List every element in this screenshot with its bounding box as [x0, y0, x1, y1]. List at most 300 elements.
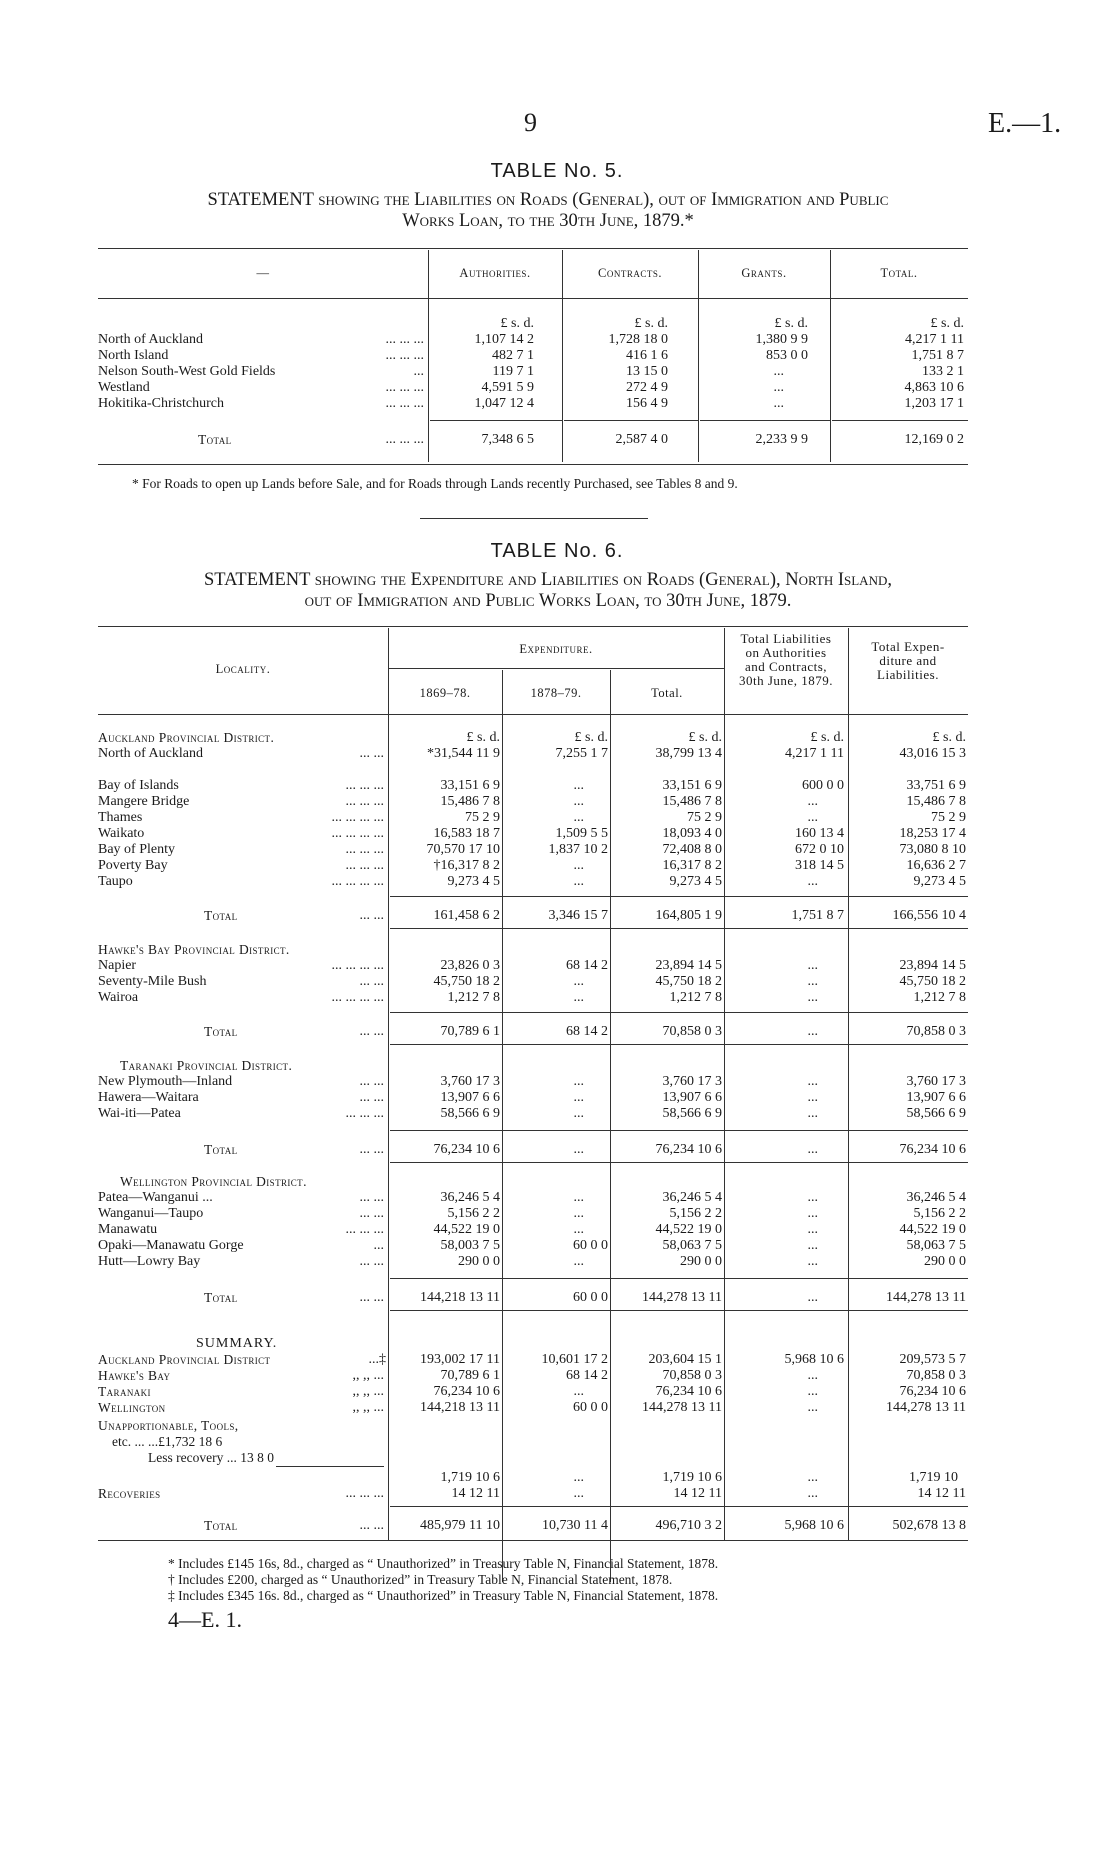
- row-leaders: ... ... ...: [345, 1106, 384, 1121]
- page-number: 9: [524, 108, 537, 137]
- summary-title: SUMMARY.: [196, 1336, 278, 1351]
- cell-liabilities: 600 0 0: [802, 778, 844, 793]
- row-label: Hawera—Waitara: [98, 1090, 199, 1105]
- cell-1878-79: 10,601 17 2: [541, 1352, 608, 1367]
- table5-footnote: * For Roads to open up Lands before Sale, and for Roads through Lands recently Purchased, see Tables 8 and 9.: [132, 476, 738, 491]
- cell-liabilities: ...: [807, 1142, 818, 1157]
- cell-1869-78: 70,570 17 10: [426, 842, 500, 857]
- cell-liabilities: ...: [807, 1024, 818, 1039]
- cell-liabilities: ...: [807, 1384, 818, 1399]
- cell-contracts: 13 15 0: [626, 364, 668, 379]
- cell-1878-79: 1,837 10 2: [548, 842, 608, 857]
- cell-liabilities: ...: [807, 874, 818, 889]
- cell-1878-79: ...: [573, 1190, 584, 1205]
- cell-1869-78: 23,826 0 3: [440, 958, 500, 973]
- row-leaders: ... ...: [359, 1090, 384, 1105]
- cell-contracts: 416 1 6: [626, 348, 668, 363]
- header-line: diture and: [879, 653, 937, 668]
- unapportionable-label: Unapportionable, Tools,: [98, 1418, 239, 1433]
- cell-grand-total: 36,246 5 4: [906, 1190, 966, 1205]
- table6-header-1869-78: 1869–78.: [419, 686, 471, 700]
- cell-liabilities: ...: [807, 1222, 818, 1237]
- row-leaders: ... ...: [359, 974, 384, 989]
- cell-total: 23,894 14 5: [655, 958, 722, 973]
- row-leaders: ... ... ...: [345, 794, 384, 809]
- subtotal-rule: [390, 896, 968, 897]
- cell-liabilities: 5,968 10 6: [784, 1352, 844, 1367]
- subtotal-rule: [390, 928, 968, 929]
- row-leaders: ... ...: [359, 746, 384, 761]
- cell-total: 15,486 7 8: [662, 794, 722, 809]
- cell-grand-total: 76,234 10 6: [899, 1384, 966, 1399]
- row-label: Recoveries: [98, 1486, 161, 1501]
- cell-grand-total: 502,678 13 8: [892, 1518, 966, 1533]
- cell-total: 75 2 9: [687, 810, 722, 825]
- row-label: Wairoa: [98, 990, 139, 1005]
- header-line: on Authorities: [745, 645, 827, 660]
- cell-1869-78: 70,789 6 1: [440, 1024, 500, 1039]
- row-label: Wai-iti—Patea: [98, 1106, 181, 1121]
- cell-1869-78: 58,003 7 5: [440, 1238, 500, 1253]
- table6-header-rule: [98, 714, 968, 715]
- table5-sum-rule: [564, 420, 698, 421]
- subtotal-rule: [390, 1012, 968, 1013]
- table6-footnote-3: ‡ Includes £345 16s. 8d., charged as “ Unauthorized” in Treasury Table N, Financial Statement, 1878.: [168, 1588, 719, 1603]
- cell-liabilities: 160 13 4: [795, 826, 844, 841]
- table5-header-authorities: Authorities.: [459, 266, 531, 280]
- row-leaders: ... ... ...: [385, 432, 424, 447]
- cell-liabilities: 672 0 10: [795, 842, 844, 857]
- table5-sum-rule: [832, 420, 968, 421]
- cell-liabilities: ...: [807, 794, 818, 809]
- cell-1878-79: ...: [573, 794, 584, 809]
- cell-total: 44,522 19 0: [655, 1222, 722, 1237]
- row-leaders: ... ... ...: [345, 1222, 384, 1237]
- cell-total: 76,234 10 6: [655, 1384, 722, 1399]
- header-line: Total Expen-: [871, 639, 945, 654]
- table6-units: £ s. d.: [810, 730, 844, 745]
- cell-liabilities: ...: [807, 1238, 818, 1253]
- cell-1869-78: 13,907 6 6: [440, 1090, 500, 1105]
- cell-liabilities: ...: [807, 974, 818, 989]
- cell-1878-79: ...: [573, 1222, 584, 1237]
- cell-total: 45,750 18 2: [655, 974, 722, 989]
- section-title-hawkes-bay: Hawke's Bay Provincial District.: [98, 942, 290, 957]
- table6-col-divider: [724, 628, 725, 1540]
- cell-1878-79: 68 14 2: [566, 958, 608, 973]
- cell-contracts: 2,587 4 0: [615, 432, 668, 447]
- cell-1869-78: 15,486 7 8: [440, 794, 500, 809]
- cell-1869-78: 144,218 13 11: [420, 1400, 500, 1415]
- cell-1869-78: 193,002 17 11: [420, 1352, 500, 1367]
- table5-header-rule: [98, 298, 968, 299]
- section-title-taranaki: Taranaki Provincial District.: [120, 1058, 293, 1073]
- cell-1878-79: ...: [573, 858, 584, 873]
- subtotal-rule: [390, 1310, 968, 1311]
- cell-liabilities: 318 14 5: [795, 858, 844, 873]
- cell-total: 144,278 13 11: [642, 1290, 722, 1305]
- cell-1869-78: 16,583 18 7: [433, 826, 500, 841]
- cell-grand-total: 9,273 4 5: [913, 874, 966, 889]
- cell-contracts: 272 4 9: [626, 380, 668, 395]
- header-line: Total Liabilities: [740, 631, 832, 646]
- row-leaders: ... ...: [359, 1190, 384, 1205]
- row-leaders: ... ...: [359, 1254, 384, 1269]
- cell-1869-78: 33,151 6 9: [440, 778, 500, 793]
- row-label: Patea—Wanganui ...: [98, 1190, 213, 1205]
- cell-grants: 2,233 9 9: [755, 432, 808, 447]
- subtotal-rule: [390, 1162, 968, 1163]
- cell-total: 12,169 0 2: [904, 432, 964, 447]
- cell-1869-78: 45,750 18 2: [433, 974, 500, 989]
- cell-liabilities: 4,217 1 11: [785, 746, 844, 761]
- cell-grand-total: 3,760 17 3: [906, 1074, 966, 1089]
- cell-total: 1,203 17 1: [904, 396, 964, 411]
- cell-grand-total: 33,751 6 9: [906, 778, 966, 793]
- cell-grand-total: 14 12 11: [917, 1486, 966, 1501]
- row-label: Opaki—Manawatu Gorge: [98, 1238, 244, 1253]
- row-label: Hawke's Bay: [98, 1368, 171, 1383]
- cell-liabilities: ...: [807, 1206, 818, 1221]
- cell-authorities: 4,591 5 9: [481, 380, 534, 395]
- cell-1878-79: ...: [573, 778, 584, 793]
- cell-total: 16,317 8 2: [662, 858, 722, 873]
- cell-total: 76,234 10 6: [655, 1142, 722, 1157]
- cell-liabilities: 1,751 8 7: [791, 908, 844, 923]
- cell-1878-79: 7,255 1 7: [555, 746, 608, 761]
- table5-units: £ s. d.: [634, 316, 668, 331]
- table6-expenditure-subrule: [388, 668, 724, 669]
- cell-1869-78: 44,522 19 0: [433, 1222, 500, 1237]
- row-label: Westland: [98, 380, 150, 395]
- row-leaders: ,, ,, ...: [352, 1368, 384, 1383]
- row-label: Taranaki: [98, 1384, 151, 1399]
- cell-1869-78: 14 12 11: [451, 1486, 500, 1501]
- cell-1878-79: ...: [573, 1384, 584, 1399]
- cell-1878-79: 60 0 0: [573, 1400, 608, 1415]
- cell-grants: 853 0 0: [766, 348, 808, 363]
- cell-grants: ...: [773, 380, 784, 395]
- cell-1878-79: ...: [573, 1486, 584, 1501]
- cell-total: 72,408 8 0: [662, 842, 722, 857]
- cell-grand-total: 166,556 10 4: [892, 908, 966, 923]
- table5-statement: [98, 190, 998, 232]
- row-label: Napier: [98, 958, 137, 973]
- subtotal-rule: [390, 1278, 968, 1279]
- cell-grants: ...: [773, 396, 784, 411]
- cell-1869-78: 76,234 10 6: [433, 1384, 500, 1399]
- cell-grand-total: 76,234 10 6: [899, 1142, 966, 1157]
- row-leaders: ... ...: [359, 1206, 384, 1221]
- table6-statement-line2: out of Immigration and Public Works Loan, to 30th June, 1879.: [304, 591, 792, 611]
- table6-footnote-1: * Includes £145 16s, 8d., charged as “ Unauthorized” in Treasury Table N, Financial Statement, 1878.: [168, 1556, 719, 1571]
- row-leaders: ... ... ... ...: [331, 958, 384, 973]
- cell-1869-78: †16,317 8 2: [433, 858, 500, 873]
- row-label: Hutt—Lowry Bay: [98, 1254, 201, 1269]
- table5-statement-line2: Works Loan, to the 30th June, 1879.*: [402, 211, 694, 231]
- row-label: Seventy-Mile Bush: [98, 974, 207, 989]
- row-label: Mangere Bridge: [98, 794, 190, 809]
- table5-header-contracts: Contracts.: [598, 266, 662, 280]
- row-leaders: ... ... ... ...: [331, 826, 384, 841]
- cell-grand-total: 70,858 0 3: [906, 1024, 966, 1039]
- row-label: Nelson South-West Gold Fields: [98, 364, 276, 379]
- cell-total: 70,858 0 3: [662, 1368, 722, 1383]
- cell-1878-79: ...: [573, 1470, 584, 1485]
- row-leaders: ... ...: [359, 1074, 384, 1089]
- subtotal-label: Total: [204, 1024, 238, 1039]
- cell-grants: 1,380 9 9: [755, 332, 808, 347]
- header-line: Liabilities.: [877, 667, 939, 682]
- table5-units: £ s. d.: [774, 316, 808, 331]
- row-label: Auckland Provincial District: [98, 1352, 271, 1367]
- subtotal-rule: [390, 1044, 968, 1045]
- table6-units: £ s. d.: [688, 730, 722, 745]
- row-leaders: ... ... ...: [385, 348, 424, 363]
- cell-liabilities: ...: [807, 1486, 818, 1501]
- table5-col-divider: [830, 250, 831, 462]
- cell-contracts: 156 4 9: [626, 396, 668, 411]
- row-label: Bay of Islands: [98, 778, 179, 793]
- row-label: Thames: [98, 810, 143, 825]
- cell-total: 164,805 1 9: [655, 908, 722, 923]
- table6-title: TABLE No. 6.: [490, 540, 624, 562]
- cell-liabilities: ...: [807, 1400, 818, 1415]
- cell-grand-total: 144,278 13 11: [886, 1290, 966, 1305]
- cell-liabilities: ...: [807, 1190, 818, 1205]
- table6-col-divider: [610, 670, 611, 1582]
- cell-authorities: 7,348 6 5: [481, 432, 534, 447]
- row-label: North of Auckland: [98, 746, 203, 761]
- table6-col-divider: [502, 670, 503, 1582]
- cell-1869-78: 161,458 6 2: [433, 908, 500, 923]
- cell-1878-79: 68 14 2: [566, 1368, 608, 1383]
- row-leaders: ... ...: [359, 1290, 384, 1305]
- subtraction-rule: [276, 1466, 384, 1467]
- row-leaders: ... ... ... ...: [331, 990, 384, 1005]
- row-label: Poverty Bay: [98, 858, 168, 873]
- cell-total: 18,093 4 0: [662, 826, 722, 841]
- cell-1869-78: 75 2 9: [465, 810, 500, 825]
- cell-1878-79: ...: [573, 874, 584, 889]
- cell-1869-78: 1,212 7 8: [447, 990, 500, 1005]
- table6-statement-line1: STATEMENT showing the Expenditure and Liabilities on Roads (General), North Island,: [204, 570, 892, 590]
- cell-authorities: 1,047 12 4: [474, 396, 534, 411]
- cell-1878-79: ...: [573, 1206, 584, 1221]
- cell-1878-79: ...: [573, 810, 584, 825]
- cell-liabilities: ...: [807, 1254, 818, 1269]
- row-leaders: ...‡: [368, 1352, 386, 1367]
- cell-1878-79: ...: [573, 1106, 584, 1121]
- cell-grand-total: 44,522 19 0: [899, 1222, 966, 1237]
- cell-grand-total: 290 0 0: [924, 1254, 966, 1269]
- table6-header-expenditure: Expenditure.: [519, 642, 593, 656]
- row-label: New Plymouth—Inland: [98, 1074, 233, 1089]
- cell-1869-78: *31,544 11 9: [427, 746, 500, 761]
- row-leaders: ... ...: [359, 1142, 384, 1157]
- cell-1878-79: 68 14 2: [566, 1024, 608, 1039]
- cell-1878-79: ...: [573, 1090, 584, 1105]
- row-leaders: ... ...: [359, 1024, 384, 1039]
- cell-grand-total: 1,212 7 8: [913, 990, 966, 1005]
- table6-units: £ s. d.: [932, 730, 966, 745]
- cell-liabilities: ...: [807, 1368, 818, 1383]
- cell-total: 144,278 13 11: [642, 1400, 722, 1415]
- row-label: Bay of Plenty: [98, 842, 175, 857]
- cell-grand-total: 45,750 18 2: [899, 974, 966, 989]
- cell-total: 1,212 7 8: [669, 990, 722, 1005]
- row-label: Wellington: [98, 1400, 166, 1415]
- table6-top-rule: [98, 626, 968, 627]
- row-leaders: ...: [373, 1238, 384, 1253]
- table5-sum-rule: [700, 420, 830, 421]
- section-title-auckland: Auckland Provincial District.: [98, 730, 275, 745]
- cell-grand-total: 1,719 10: [909, 1470, 958, 1485]
- cell-1869-78: 5,156 2 2: [447, 1206, 500, 1221]
- row-leaders: ... ... ...: [345, 1486, 384, 1501]
- row-leaders: ... ... ...: [385, 332, 424, 347]
- cell-total: 3,760 17 3: [662, 1074, 722, 1089]
- cell-1878-79: 60 0 0: [573, 1290, 608, 1305]
- document-code: E.—1.: [988, 108, 1062, 139]
- subtotal-rule: [390, 1130, 968, 1131]
- cell-liabilities: ...: [807, 958, 818, 973]
- cell-grand-total: 70,858 0 3: [906, 1368, 966, 1383]
- cell-liabilities: ...: [807, 1074, 818, 1089]
- row-leaders: ... ... ...: [385, 380, 424, 395]
- cell-total: 14 12 11: [673, 1486, 722, 1501]
- row-leaders: ... ...: [359, 908, 384, 923]
- table6-bottom-rule: [98, 1540, 968, 1541]
- table5-header-blank: —: [256, 266, 270, 280]
- cell-1878-79: ...: [573, 1074, 584, 1089]
- row-label: Hokitika-Christchurch: [98, 396, 224, 411]
- cell-1869-78: 290 0 0: [458, 1254, 500, 1269]
- cell-total: 5,156 2 2: [669, 1206, 722, 1221]
- cell-authorities: 482 7 1: [492, 348, 534, 363]
- row-leaders: ... ... ...: [345, 842, 384, 857]
- cell-1878-79: ...: [573, 1254, 584, 1269]
- cell-total: 1,719 10 6: [662, 1470, 722, 1485]
- cell-total: 1,751 8 7: [911, 348, 964, 363]
- cell-grand-total: 16,636 2 7: [906, 858, 966, 873]
- table6-units: £ s. d.: [574, 730, 608, 745]
- table6-header-total-expenditure: Total.: [651, 686, 683, 700]
- cell-1878-79: ...: [573, 974, 584, 989]
- less-recovery: Less recovery ... 13 8 0: [148, 1450, 274, 1465]
- cell-1869-78: 76,234 10 6: [433, 1142, 500, 1157]
- total-label: Total: [198, 432, 232, 447]
- row-label: Wanganui—Taupo: [98, 1206, 204, 1221]
- subtotal-label: Total: [204, 908, 238, 923]
- cell-grand-total: 43,016 15 3: [899, 746, 966, 761]
- cell-liabilities: ...: [807, 990, 818, 1005]
- row-leaders: ... ... ...: [385, 396, 424, 411]
- cell-1878-79: 3,346 15 7: [548, 908, 608, 923]
- cell-grand-total: 23,894 14 5: [899, 958, 966, 973]
- cell-total: 496,710 3 2: [655, 1518, 722, 1533]
- table5-header-total: Total.: [880, 266, 918, 280]
- table5-statement-line1: STATEMENT showing the Liabilities on Roads (General), out of Immigration and Public: [207, 190, 889, 210]
- cell-total: 38,799 13 4: [655, 746, 722, 761]
- cell-1869-78: 58,566 6 9: [440, 1106, 500, 1121]
- row-leaders: ... ... ...: [345, 778, 384, 793]
- row-leaders: ... ... ...: [345, 858, 384, 873]
- subtotal-label: Total: [204, 1290, 238, 1305]
- cell-total: 58,063 7 5: [662, 1238, 722, 1253]
- grand-total-label: Total: [204, 1518, 238, 1533]
- cell-total: 33,151 6 9: [662, 778, 722, 793]
- cell-grants: ...: [773, 364, 784, 379]
- cell-liabilities: ...: [807, 1290, 818, 1305]
- row-label: North of Auckland: [98, 332, 203, 347]
- section-separator: [420, 518, 648, 519]
- cell-total: 203,604 15 1: [648, 1352, 722, 1367]
- cell-total: 36,246 5 4: [662, 1190, 722, 1205]
- cell-grand-total: 58,566 6 9: [906, 1106, 966, 1121]
- cell-total: 4,863 10 6: [904, 380, 964, 395]
- table6-statement: [98, 570, 998, 612]
- table5-col-divider: [698, 250, 699, 462]
- grand-total-rule: [390, 1506, 968, 1507]
- cell-1869-78: 70,789 6 1: [440, 1368, 500, 1383]
- cell-1878-79: ...: [573, 990, 584, 1005]
- row-label: Waikato: [98, 826, 145, 841]
- cell-1878-79: 10,730 11 4: [542, 1518, 608, 1533]
- table5-title: TABLE No. 5.: [490, 160, 624, 182]
- table5-units: £ s. d.: [930, 316, 964, 331]
- cell-1878-79: 60 0 0: [573, 1238, 608, 1253]
- cell-1869-78: 485,979 11 10: [420, 1518, 500, 1533]
- cell-authorities: 1,107 14 2: [474, 332, 534, 347]
- cell-1869-78: 9,273 4 5: [447, 874, 500, 889]
- cell-liabilities: 5,968 10 6: [784, 1518, 844, 1533]
- cell-grand-total: 58,063 7 5: [906, 1238, 966, 1253]
- table5-col-divider: [428, 250, 429, 462]
- table6-footnote-2: † Includes £200, charged as “ Unauthorized” in Treasury Table N, Financial Statement, 1878.: [168, 1572, 673, 1587]
- table6-header-liabilities: [724, 632, 848, 688]
- cell-total: 133 2 1: [922, 364, 964, 379]
- cell-total: 13,907 6 6: [662, 1090, 722, 1105]
- row-leaders: ...: [413, 364, 424, 379]
- row-label: Manawatu: [98, 1222, 158, 1237]
- cell-1878-79: ...: [573, 1142, 584, 1157]
- cell-1869-78: 144,218 13 11: [420, 1290, 500, 1305]
- cell-1869-78: 1,719 10 6: [440, 1470, 500, 1485]
- cell-liabilities: ...: [807, 1470, 818, 1485]
- table5-top-rule: [98, 248, 968, 249]
- unapportionable-amount: etc. ... ...£1,732 18 6: [112, 1434, 223, 1449]
- table5-col-divider: [562, 250, 563, 462]
- row-leaders: ,, ,, ...: [352, 1400, 384, 1415]
- cell-liabilities: ...: [807, 1106, 818, 1121]
- table5-bottom-rule: [98, 464, 968, 465]
- cell-grand-total: 18,253 17 4: [899, 826, 966, 841]
- header-line: 30th June, 1879.: [739, 673, 833, 688]
- table5-units: £ s. d.: [500, 316, 534, 331]
- row-label: Taupo: [98, 874, 133, 889]
- table6-header-1878-79: 1878–79.: [530, 686, 582, 700]
- row-leaders: ... ... ... ...: [331, 810, 384, 825]
- cell-total: 58,566 6 9: [662, 1106, 722, 1121]
- cell-liabilities: ...: [807, 810, 818, 825]
- cell-grand-total: 5,156 2 2: [913, 1206, 966, 1221]
- cell-1869-78: 3,760 17 3: [440, 1074, 500, 1089]
- header-line: and Contracts,: [744, 659, 828, 674]
- table5-sum-rule: [430, 420, 562, 421]
- table6-col-divider: [388, 628, 389, 1540]
- table6-header-total-expenditure-liabilities: [848, 640, 968, 682]
